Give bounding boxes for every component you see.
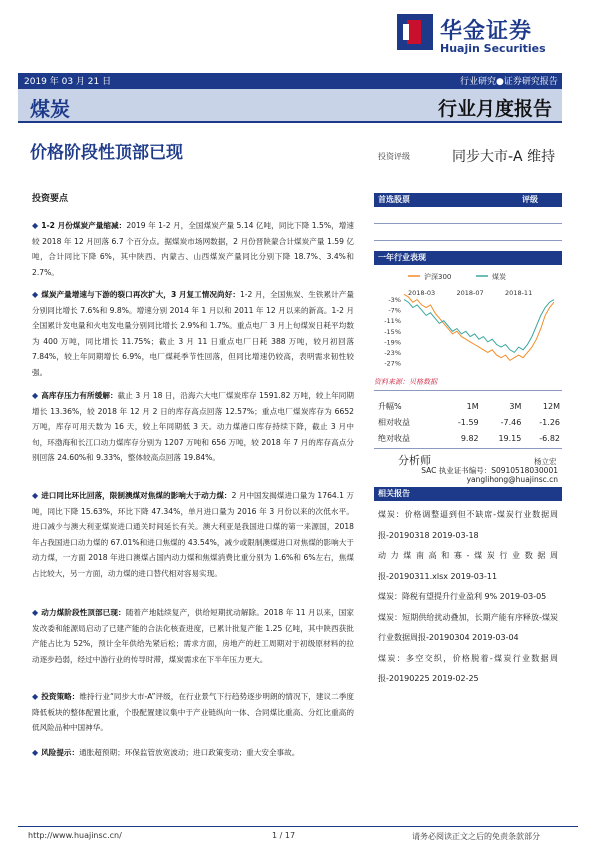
diamond-icon: ◆ — [32, 608, 39, 617]
brand-logo-icon — [397, 14, 433, 50]
diamond-icon: ◆ — [32, 290, 39, 299]
bullet-production: ◆ 1-2 月份煤炭产量缩减：2019 年 1-2 月，全国煤炭产量 5.14 亿吨，同比下降 1.5%，增速较 2018 年 12 月回落 6.7 个百分点。据煤炭市场网数据，2 月份晋陕蒙合计煤炭产量 1.59 亿吨，合计同比下降 6%，其中陕西、内蒙古、山西煤炭产量同比分别下降 18.7%、3.4%和 2.7%。 — [32, 221, 354, 277]
page-title: 价格阶段性顶部已现 — [30, 143, 183, 163]
x-tick-label: 2018-07 — [456, 289, 484, 297]
performance-section — [374, 251, 562, 265]
related-section — [374, 487, 562, 690]
bullet-demand: ◆ 煤炭产量增速与下游的裂口再次扩大，3 月复工情况尚好：1-2 月，全国焦炭、生铁累计产量分别同比增长 7.6%和 9.8%。增速分别 2014 年 1 月以和 2011 年 12 月以来的新高。1-2 月全国累计发电量和火电发电量分别同比增长 2.9%和 1.7%。重点电厂 3 月上旬煤炭日耗平均数为 400 万吨，同比增长 11.75%；截止 3 月 11 日重点电厂日耗 388 万吨，较月初回落 7.84%，较上年同期增长 6.9%，电厂煤耗季节性回落，但同比增速仍较高，表明需求韧性较强。 — [32, 290, 354, 377]
related-list — [374, 501, 562, 690]
footer-url[interactable]: http://www.huajinsc.cn/ — [28, 831, 122, 840]
performance-table — [378, 398, 560, 446]
list-item[interactable]: 煤炭：降税有望提升行业盈利 9% 2019-03-05 — [378, 592, 547, 601]
brand-name-cn: 华金证券 — [440, 19, 533, 44]
analyst-name: 杨立宏 — [534, 457, 557, 466]
page-number: 1 / 17 — [272, 831, 296, 840]
series-line-hs300 — [404, 294, 554, 360]
list-item[interactable]: 煤炭：短期供给扰动叠加，长期产能有序释放-煤炭行业数据周报-20190304 2019-03-04 — [378, 612, 558, 642]
y-axis-ticks — [384, 296, 401, 367]
diamond-icon: ◆ — [32, 391, 39, 400]
bullet-imports: ◆ 进口同比环比回落，限制澳煤对焦煤的影响大于动力煤：2 月中国发揭煤进口量为 1764.1 万吨，同比下降 15.63%，环比下降 47.34%，单月进口量为 2016 年 3 月份以来的次低水平。进口减少与澳大利亚煤炭进口通关时间延长有关。澳大利亚是我国进口煤的第一来源国，2018 年占我国进口动力煤的 67.01%和进口焦煤的 43.54%，减少或限制澳煤进口对焦煤的影响大于动力煤，一方面 2018 年进口澳煤占国内动力煤和焦煤消费比重分别为 1.6%和 6%左右，焦煤占比较大，另一方面，动力煤的进口替代相对容易实现。 — [32, 491, 355, 578]
y-tick-label: -7% — [388, 306, 401, 315]
rating-value: 同步大市-A 维持 — [452, 149, 556, 165]
diamond-icon: ◆ — [32, 692, 39, 701]
y-tick-label: -23% — [384, 348, 401, 357]
diamond-icon: ◆ — [32, 748, 39, 757]
legend-label-hs300: 沪深300 — [424, 273, 452, 281]
bullet-risk: ◆ 风险提示：通胀超预期；环保监管放宽波动；进口政策变动；重大安全事故。 — [32, 748, 300, 757]
diamond-icon: ◆ — [32, 491, 39, 500]
analyst-cert: SAC 执业证书编号：S0910518030001 — [421, 466, 558, 475]
industry-name: 煤炭 — [30, 97, 70, 121]
footer-rule — [18, 826, 578, 827]
list-item[interactable]: 煤炭：多空交织，价格脱着-煤炭行业数据周报-20190225 2019-02-25 — [378, 653, 558, 683]
y-tick-label: -3% — [388, 296, 401, 305]
preferred-stocks-table — [374, 193, 562, 241]
performance-chart — [374, 267, 562, 371]
list-item[interactable]: 煤炭：价格调整逼到但不缺席-煤炭行业数据周报-20190318 2019-03-18 — [378, 510, 558, 540]
x-tick-label: 2018-03 — [408, 289, 436, 297]
y-tick-label: -27% — [384, 359, 401, 368]
header-rule — [18, 121, 562, 123]
list-item[interactable]: 动力煤南高和寡-煤炭行业数据周报-20190311.xlsx 2019-03-11 — [378, 551, 558, 581]
y-tick-label: -11% — [384, 317, 401, 326]
chart-source: 资料来源：贝格数据 — [374, 378, 437, 386]
x-tick-label: 2018-11 — [505, 289, 533, 297]
table-row: 绝对收益 9.82 19.15 -6.82 — [378, 433, 560, 443]
performance-header: 一年行业表现 — [374, 251, 562, 265]
diamond-icon: ◆ — [32, 221, 39, 230]
preferred-stocks-header: 首选股票 评级 — [374, 193, 562, 207]
related-header: 相关报告 — [374, 487, 562, 501]
legend-label-coal: 煤炭 — [492, 273, 506, 281]
report-date: 2019 年 03 月 21 日 — [24, 77, 112, 87]
table-row: 升幅% 1M 3M 12M — [378, 401, 560, 411]
y-tick-label: -19% — [384, 338, 401, 347]
summary-heading: 投资要点 — [32, 194, 69, 204]
y-tick-label: -15% — [384, 327, 401, 336]
brand-name-en: Huajin Securities — [440, 42, 546, 55]
x-axis-ticks — [408, 289, 532, 297]
bullet-thermal-coal: ◆ 动力煤阶段性顶部已现：随着产地陆续复产，供给短期扰动解除。2018 年 11 月以来，国家发改委和能源局启动了已建产能的合法化核查进度，已累计批复产能 1.25 亿吨，其中陕西获批产能占比为 52%，预计全年供给先紧后松；需求方面，房地产的赶工周期对于初级原材料的拉动逐步趋弱，经过中游行业的传导时滞，煤炭需求在下半年压力更大。 — [32, 608, 355, 664]
bullet-inventory: ◆ 高库存压力有所缓解：截止 3 月 18 日，沿海六大电厂煤炭库存 1591.82 万吨，较上年同期增长 13.36%，较 2018 年 12 月 2 日的库存高点回落 12.57%；重点电厂煤炭库存为 6652 万吨，库存可用天数为 16 天，较上年同期低 3 天。动力煤港口库存持续下降，截止 3 月中旬，环渤海和长江口动力煤库存分别为 1207 万吨和 656 万吨，较 2018 年 7 月的库存高点分别回落 24.60%和 9.33%，整体较高点回落 19.84%。 — [32, 391, 354, 462]
analyst-title: 分析师 — [398, 454, 431, 467]
report-department: 行业研究●证券研究报告 — [460, 77, 558, 87]
table-row: 相对收益 -1.59 -7.46 -1.26 — [378, 417, 560, 427]
analyst-email[interactable]: yanglihong@huajinsc.cn — [466, 475, 558, 484]
rating-label: 投资评级 — [378, 152, 410, 161]
bullet-strategy: ◆ 投资策略：维持行业“同步大市-A”评级，在行业景气下行趋势逐步明朗的情况下，建议二季度降低板块的整体配置比重，个股配置建议集中于产业链纵向一体、合同煤比重高、分红比重高的低风险品种中国神华。 — [32, 692, 355, 732]
footer-disclaimer: 请务必阅读正文之后的免责条款部分 — [412, 832, 540, 841]
report-type: 行业月度报告 — [438, 98, 553, 120]
